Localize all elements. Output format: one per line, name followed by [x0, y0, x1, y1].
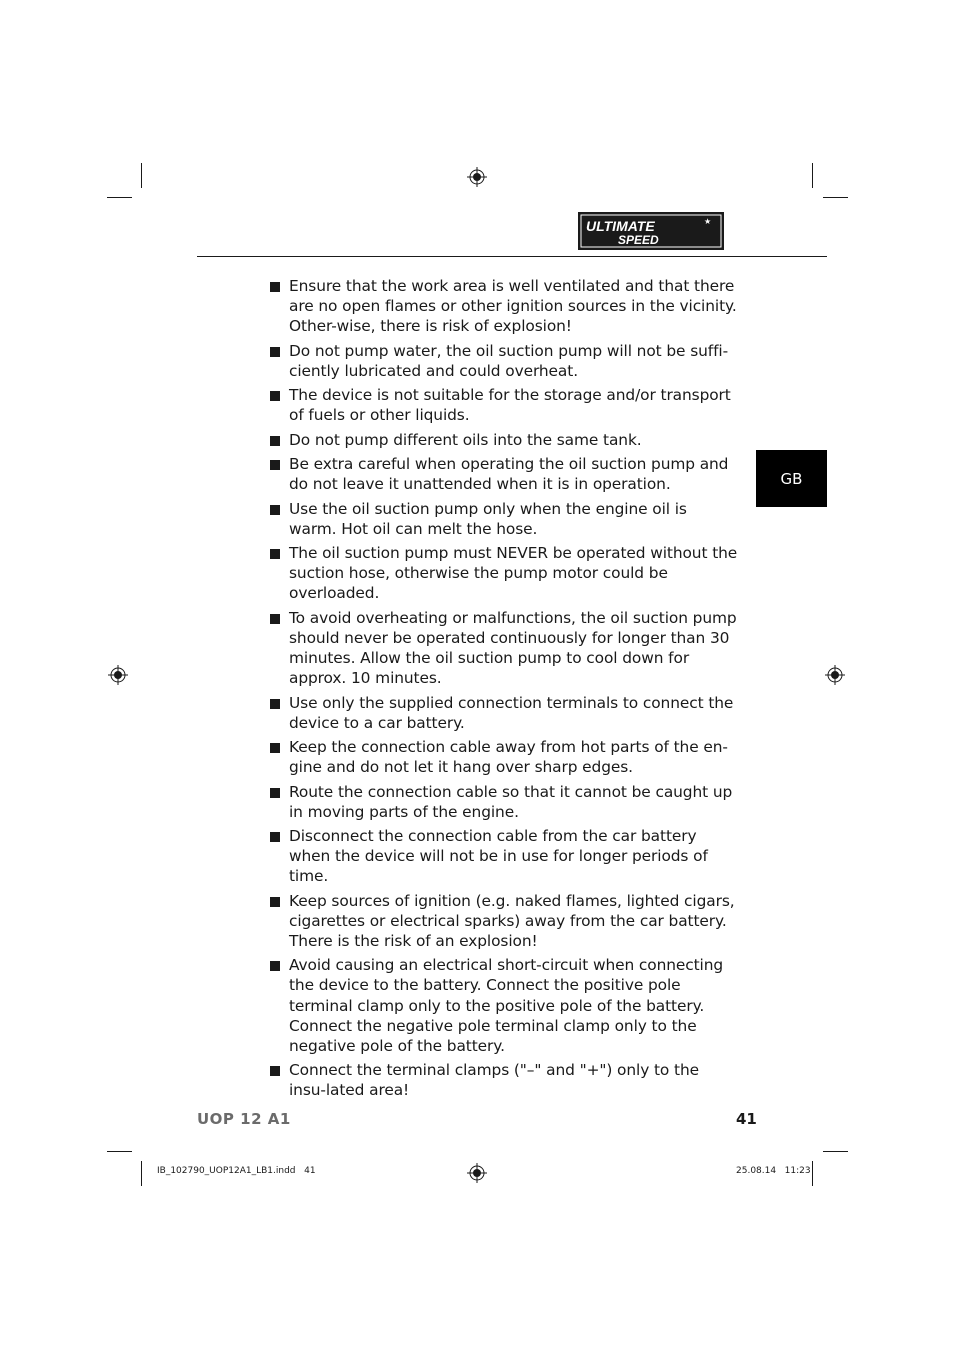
safety-instructions-list: [269, 276, 739, 1105]
crop-mark: [823, 197, 848, 198]
registration-mark-icon: [825, 665, 845, 685]
list-item-text: Do not pump different oils into the same tank.: [289, 430, 642, 449]
crop-mark: [812, 1161, 813, 1186]
list-item-text: The oil suction pump must NEVER be operated without the suction hose, otherwise the pump motor could be overloaded.: [289, 544, 738, 603]
list-item-text: Keep sources of ignition (e.g. naked flames, lighted cigars, cigarettes or electrical sparks) away from the car battery. There is the risk of an explosion!: [289, 891, 735, 950]
list-item: [269, 737, 739, 777]
date-slug: 25.08.14 11:23: [736, 1166, 811, 1176]
crop-mark: [141, 163, 142, 188]
square-bullet-icon: [270, 460, 280, 470]
list-item: [269, 341, 739, 381]
list-item-text: Ensure that the work area is well ventilated and that there are no open flames or other ignition sources in the vicinity. Other-wise, there is risk of explosion!: [289, 277, 737, 336]
list-item-text: Route the connection cable so that it cannot be caught up in moving parts of the engine.: [289, 782, 733, 821]
square-bullet-icon: [270, 549, 280, 559]
square-bullet-icon: [270, 1066, 280, 1076]
footer-model-name: UOP 12 A1: [197, 1110, 291, 1128]
square-bullet-icon: [270, 505, 280, 515]
square-bullet-icon: [270, 347, 280, 357]
list-item-text: Use the oil suction pump only when the engine oil is warm. Hot oil can melt the hose.: [289, 499, 687, 538]
list-item: [269, 385, 739, 425]
list-item-text: Avoid causing an electrical short-circuit when connecting the device to the battery. Connect the positive pole terminal clamp only to the positive pole of the battery. Connect the negative pole terminal clamp only to the negative pole of the battery.: [289, 956, 724, 1055]
list-item-text: To avoid overheating or malfunctions, the oil suction pump should never be operated continuously for longer than 30 minutes. Allow the oil suction pump to cool down for approx. 10 minutes.: [289, 608, 737, 688]
ultimate-speed-logo: [578, 212, 724, 250]
crop-mark: [107, 197, 132, 198]
list-item-text: Use only the supplied connection terminals to connect the device to a car battery.: [289, 693, 734, 732]
list-item-text: The device is not suitable for the storage and/or transport of fuels or other liquids.: [289, 386, 731, 425]
list-item: [269, 955, 739, 1055]
square-bullet-icon: [270, 832, 280, 842]
list-item: [269, 608, 739, 688]
list-item: [269, 1060, 739, 1100]
square-bullet-icon: [270, 699, 280, 709]
header-rule: [197, 256, 827, 257]
logo-line2: SPEED: [618, 233, 659, 247]
registration-mark-icon: [467, 167, 487, 187]
list-item: [269, 454, 739, 494]
crop-mark: [107, 1151, 132, 1152]
page-number: 41: [736, 1110, 757, 1128]
list-item: [269, 826, 739, 886]
square-bullet-icon: [270, 391, 280, 401]
square-bullet-icon: [270, 614, 280, 624]
crop-mark: [823, 1151, 848, 1152]
file-slug: IB_102790_UOP12A1_LB1.indd 41: [157, 1166, 316, 1176]
list-item: [269, 276, 739, 336]
logo-star-icon: ★: [704, 217, 712, 226]
list-item: [269, 693, 739, 733]
registration-mark-icon: [108, 665, 128, 685]
square-bullet-icon: [270, 436, 280, 446]
logo-line1: ULTIMATE: [586, 218, 655, 234]
list-item: [269, 543, 739, 603]
list-item-text: Be extra careful when operating the oil suction pump and do not leave it unattended when it is in operation.: [289, 455, 729, 494]
language-tab: [756, 450, 827, 507]
square-bullet-icon: [270, 788, 280, 798]
list-item-text: Do not pump water, the oil suction pump will not be suffi-ciently lubricated and could overheat.: [289, 341, 729, 380]
list-item-text: Disconnect the connection cable from the car battery when the device will not be in use for longer periods of time.: [289, 827, 708, 886]
list-item: [269, 499, 739, 539]
crop-mark: [141, 1161, 142, 1186]
list-item-text: Connect the terminal clamps ("–" and "+") only to the insu-lated area!: [289, 1061, 699, 1100]
list-item-text: Keep the connection cable away from hot parts of the en-gine and do not let it hang over sharp edges.: [289, 738, 728, 777]
list-item: [269, 891, 739, 951]
list-item: [269, 430, 739, 450]
crop-mark: [812, 163, 813, 188]
square-bullet-icon: [270, 282, 280, 292]
list-item: [269, 782, 739, 822]
square-bullet-icon: [270, 897, 280, 907]
registration-mark-icon: [467, 1163, 487, 1183]
square-bullet-icon: [270, 961, 280, 971]
language-tab-label: GB: [780, 469, 803, 488]
square-bullet-icon: [270, 743, 280, 753]
